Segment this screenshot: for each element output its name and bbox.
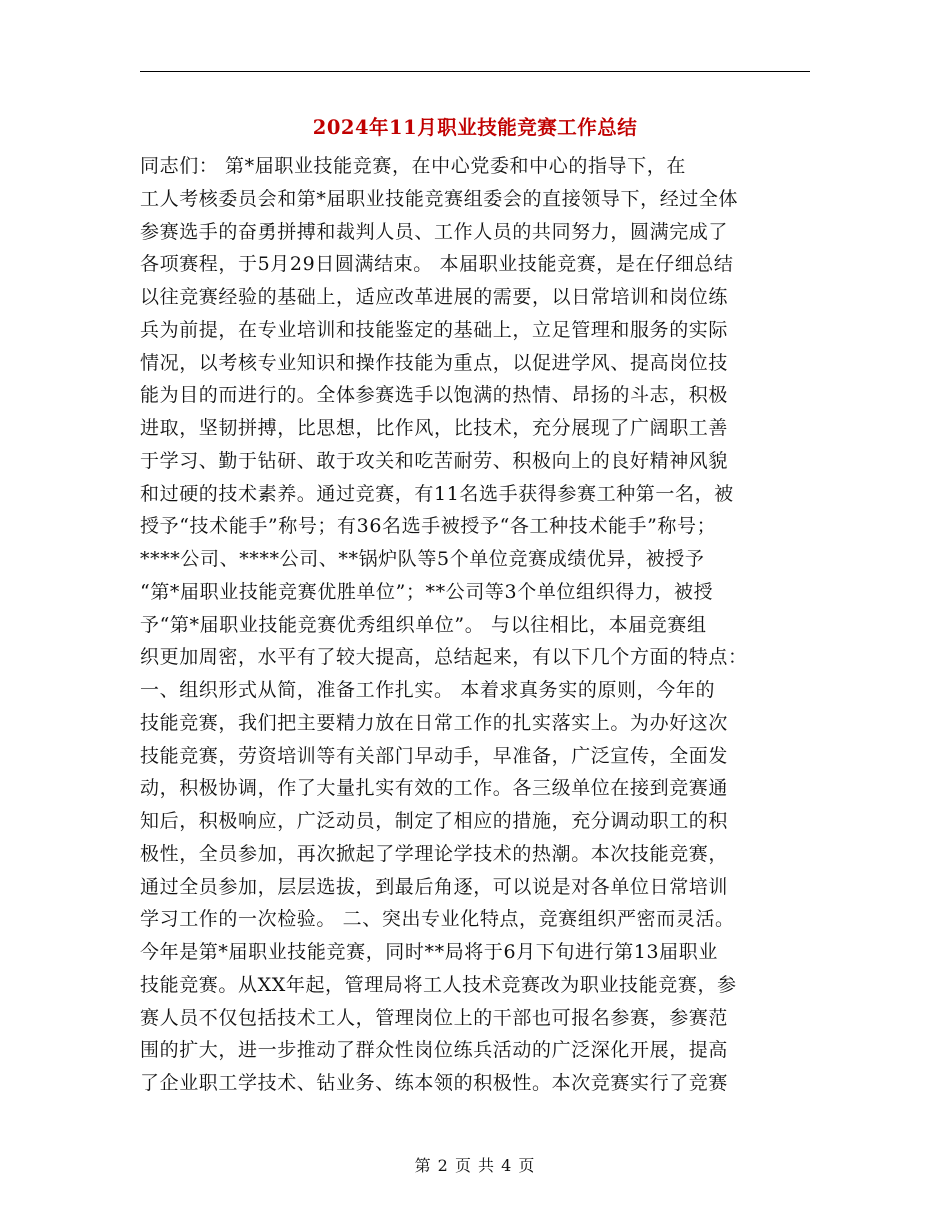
body-line: 工人考核委员会和第*届职业技能竞赛组委会的直接领导下，经过全体 — [140, 187, 739, 210]
body-line: “第*届职业技能竞赛优胜单位”；**公司等3个单位组织得力，被授 — [140, 580, 714, 603]
body-line: 今年是第*届职业技能竞赛，同时**局将于6月下旬进行第13届职业 — [140, 941, 718, 963]
body-line: 授予“技术能手”称号；有36名选手被授予“各工种技术能手”称号； — [140, 515, 717, 538]
body-line: 予“第*届职业技能竞赛优秀组织单位”。 与以往相比，本届竞赛组 — [140, 613, 707, 636]
body-line: 以往竞赛经验的基础上，适应改革进展的需要，以日常培训和岗位练 — [140, 286, 729, 308]
body-line: 同志们： 第*届职业技能竞赛，在中心党委和中心的指导下，在 — [140, 155, 686, 177]
body-line: 了企业职工学技术、钻业务、练本领的积极性。本次竞赛实行了竞赛 — [140, 1072, 729, 1094]
body-line: 技能竞赛，我们把主要精力放在日常工作的扎实落实上。为办好这次 — [140, 711, 729, 734]
body-line: 极性，全员参加，再次掀起了学理论学技术的热潮。本次技能竞赛， — [140, 842, 729, 865]
document-title: 2024年11月职业技能竞赛工作总结 — [312, 116, 638, 139]
body-line: 一、组织形式从简，准备工作扎实。 本着求真务实的原则，今年的 — [140, 679, 716, 701]
body-line: 通过全员参加，层层选拔，到最后角逐，可以说是对各单位日常培训 — [140, 875, 729, 898]
body-line: 知后，积极响应，广泛动员，制定了相应的措施，充分调动职工的积 — [140, 810, 729, 832]
body-line: 围的扩大，进一步推动了群众性岗位练兵活动的广泛深化开展，提高 — [140, 1039, 729, 1062]
body-line: 能为目的而进行的。全体参赛选手以饱满的热情、昂扬的斗志，积极 — [140, 384, 729, 407]
body-line: 情况，以考核专业知识和操作技能为重点，以促进学风、提高岗位技 — [140, 351, 729, 374]
body-line: 技能竞赛。从XX年起，管理局将工人技术竞赛改为职业技能竞赛，参 — [140, 973, 737, 996]
body-line: ****公司、****公司、**锅炉队等5个单位竞赛成绩优异，被授予 — [140, 548, 705, 570]
body-line: 参赛选手的奋勇拼搏和裁判人员、工作人员的共同努力，圆满完成了 — [140, 220, 729, 243]
body-line: 于学习、勤于钻研、敢于攻关和吃苦耐劳、积极向上的良好精神风貌 — [140, 449, 729, 472]
body-line: 学习工作的一次检验。 二、突出专业化特点，竞赛组织严密而灵活。 — [140, 908, 735, 931]
body-line: 动，积极协调，作了大量扎实有效的工作。各三级单位在接到竞赛通 — [140, 777, 729, 800]
body-line: 各项赛程，于5月29日圆满结束。 本届职业技能竞赛，是在仔细总结 — [140, 253, 734, 276]
page-footer: 第 2 页 共 4 页 — [414, 1156, 536, 1175]
header-rule — [140, 71, 810, 72]
body-line: 兵为前提，在专业培训和技能鉴定的基础上，立足管理和服务的实际 — [140, 318, 729, 341]
body-line: 赛人员不仅包括技术工人，管理岗位上的干部也可报名参赛，参赛范 — [140, 1006, 729, 1029]
body-line: 进取，坚韧拼搏，比思想，比作风，比技术，充分展现了广阔职工善 — [140, 417, 729, 439]
body-line: 和过硬的技术素养。通过竞赛，有11名选手获得参赛工种第一名，被 — [140, 482, 734, 505]
document-body — [140, 150, 820, 1100]
body-line: 技能竞赛，劳资培训等有关部门早动手，早准备，广泛宣传，全面发 — [140, 744, 729, 767]
body-line: 织更加周密，水平有了较大提高，总结起来，有以下几个方面的特点： — [140, 646, 748, 669]
